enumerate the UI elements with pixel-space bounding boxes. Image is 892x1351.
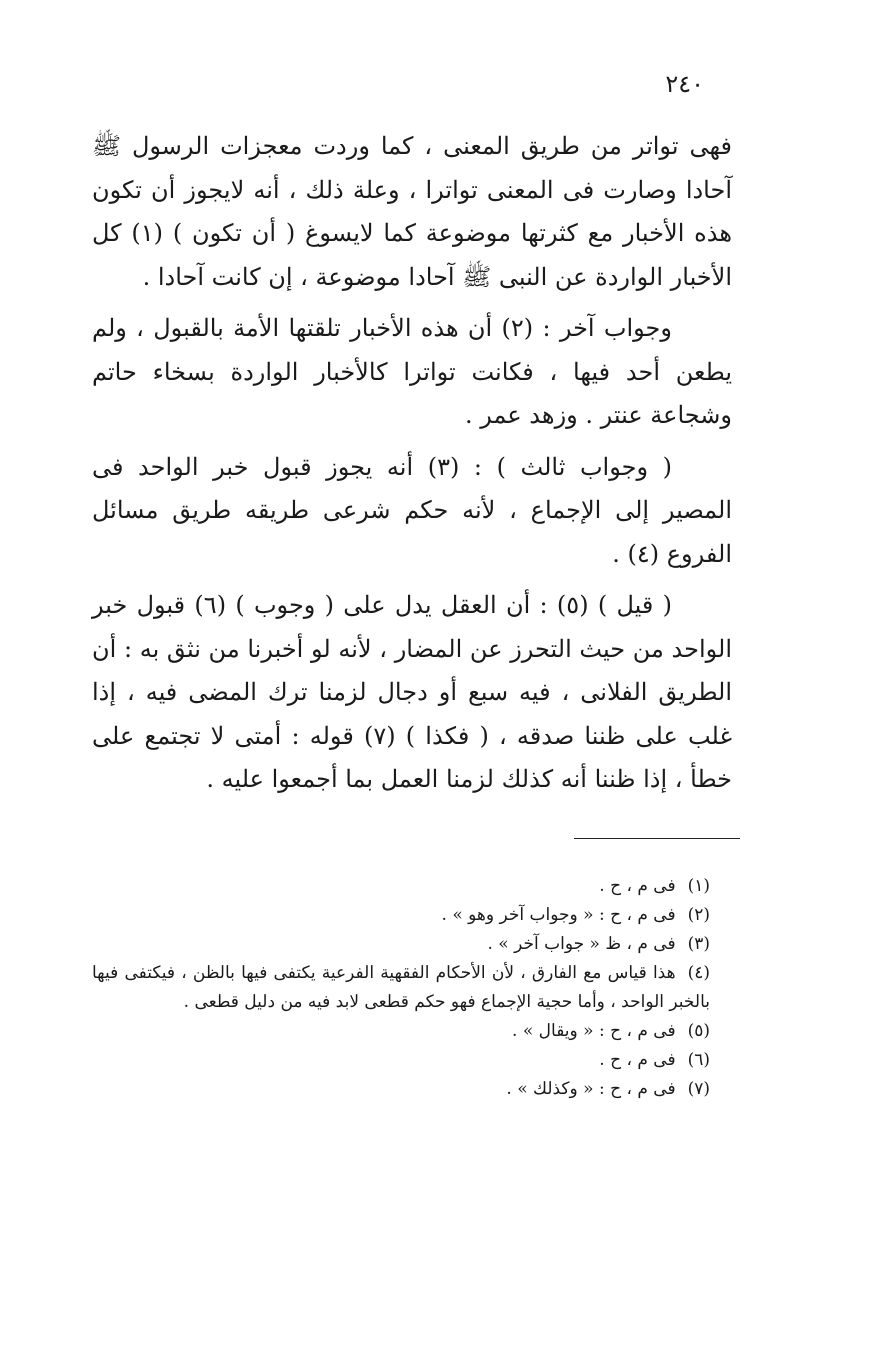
paragraph-3: ( وجواب ثالث ) : (٣) أنه يجوز قبول خبر الواحد فى المصير إلى الإجماع ، لأنه حكم شرعى طريقه طريق مسائل الفروع (٤) .: [92, 452, 732, 568]
footnote-text: فى م ، ح .: [599, 1050, 676, 1070]
footnote-4: [92, 959, 732, 1017]
footnote-text: فى م ، ح : « وجواب آخر وهو » .: [441, 905, 676, 925]
footnote-number: (٦): [687, 1050, 710, 1070]
footnote-number: (٢): [687, 905, 710, 925]
footnote-text: فى م ، ح : « وكذلك » .: [506, 1079, 676, 1099]
paragraph-2: وجواب آخر : (٢) أن هذه الأخبار تلقتها الأمة بالقبول ، ولم يطعن أحد فيها ، فكانت تواترا كالأخبار الواردة بسخاء حاتم وشجاعة عنتر . وزهد عمر .: [92, 314, 732, 429]
footnote-number: (٤): [687, 963, 710, 983]
footnote-text: هذا قياس مع الفارق ، لأن الأحكام الفقهية الفرعية يكتفى فيها بالظن ، فيكتفى فيها بالخبر الواحد ، وأما حجية الإجماع فهو حكم قطعى لابد فيه من دليل قطعى .: [92, 963, 710, 1012]
main-text: [92, 125, 732, 802]
footnote-3: [92, 930, 732, 959]
footnote-number: (٥): [687, 1021, 710, 1041]
footnote-number: (٣): [687, 934, 710, 954]
footnote-text: فى م ، ح .: [599, 876, 676, 896]
footnotes: [92, 872, 732, 1104]
footnote-2: [92, 901, 732, 930]
paragraph-1: فهى تواتر من طريق المعنى ، كما وردت معجزات الرسول ﷺ آحادا وصارت فى المعنى تواترا ، وعلة ذلك ، أنه لايجوز أن تكون هذه الأخبار مع كثرتها موضوعة كما لايسوغ ( أن تكون ) (١) كل الأخبار الواردة عن النبى ﷺ آحادا موضوعة ، إن كانت آحادا .: [92, 132, 733, 291]
page-number: ٢٤٠: [665, 70, 704, 98]
footnote-6: [92, 1046, 732, 1075]
footnote-1: [92, 872, 732, 901]
footnote-number: (١): [687, 876, 710, 896]
footnote-7: [92, 1075, 732, 1104]
footnote-text: فى م ، ظ « جواب آخر » .: [487, 934, 676, 954]
footnote-separator: [574, 838, 740, 839]
footnote-text: فى م ، ح : « ويقال » .: [512, 1021, 676, 1041]
footnote-5: [92, 1017, 732, 1046]
footnote-number: (٧): [687, 1079, 710, 1099]
paragraph-4: ( قيل ) (٥) : أن العقل يدل على ( وجوب ) (٦) قبول خبر الواحد من حيث التحرز عن المضار ، لأنه لو أخبرنا من نثق به : أن الطريق الفلانى ، فيه سبع أو دجال لزمنا ترك المضى فيه ، إذا غلب على ظننا صدقه ، ( فكذا ) (٧) قوله : أمتى لا تجتمع على خطأ ، إذا ظننا أنه كذلك لزمنا العمل بما أجمعوا عليه .: [92, 591, 733, 793]
